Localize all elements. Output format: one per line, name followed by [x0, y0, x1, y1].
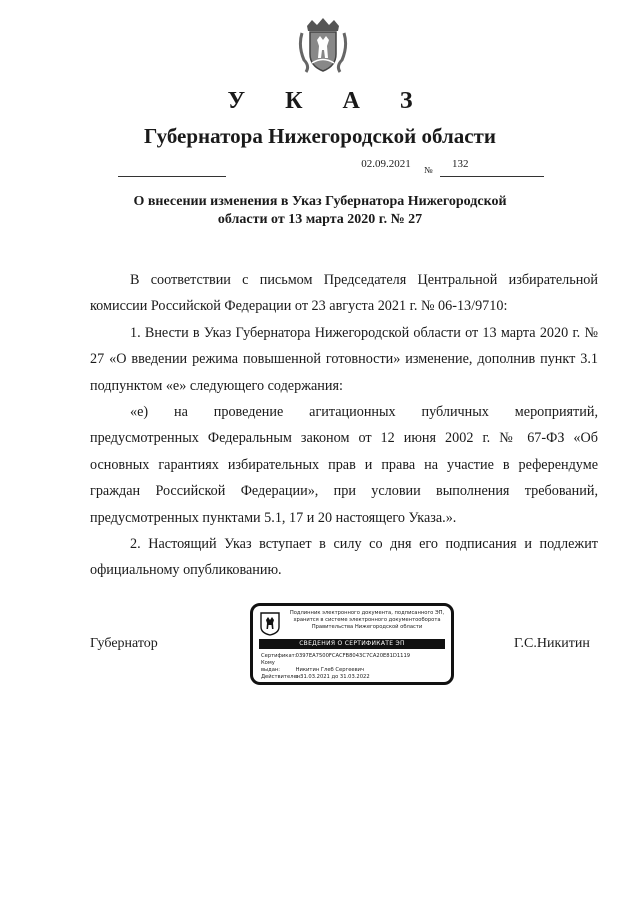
number-label: № — [424, 165, 433, 175]
stamp-header-line-1: Подлинник электронного документа, подписанного ЭП, — [289, 610, 445, 616]
document-subject — [100, 193, 540, 229]
electronic-signature-stamp — [250, 603, 454, 685]
issued-to-row — [261, 660, 447, 674]
document-number: 132 — [452, 158, 469, 170]
issued-to-label: Кому выдан: — [261, 660, 281, 673]
signer-role: Губернатор — [90, 636, 158, 651]
issuer-title: Губернатора Нижегородской области — [144, 124, 496, 148]
coat-of-arms-icon — [298, 16, 348, 74]
subject-line-1: О внесении изменения в Указ Губернатора Нижегородской — [133, 194, 507, 209]
stamp-title-bar: СВЕДЕНИЯ О СЕРТИФИКАТЕ ЭП — [259, 639, 445, 649]
document-number-field — [440, 156, 544, 177]
stamp-header-line-3: Правительства Нижегородской области — [311, 624, 423, 630]
signer-name: Г.С.Никитин — [514, 636, 590, 651]
blank-line — [118, 156, 226, 177]
stamp-certificate-info — [261, 653, 447, 681]
subject-line-2: области от 13 марта 2020 г. № 27 — [217, 212, 423, 227]
paragraph-item-2: 2. Настоящий Указ вступает в силу со дня его подписания и подлежит официальному опубликованию. — [90, 536, 598, 579]
stamp-header-line-2: хранится в системе электронного документооборота — [293, 617, 441, 623]
validity-value: с 31.03.2021 до 31.03.2022 — [295, 674, 370, 680]
paragraph-preamble: В соответствии с письмом Председателя Центральной избирательной комиссии Российской Федерации от 23 августа 2021 г. № 06-13/9710: — [90, 272, 598, 315]
certificate-label: Сертификат: — [261, 653, 297, 659]
issued-to-value: Никитин Глеб Сергеевич — [295, 667, 365, 673]
document-date: 02.09.2021 — [361, 158, 411, 170]
document-body — [90, 267, 598, 584]
validity-label: Действителен: — [261, 674, 302, 680]
paragraph-quoted-subitem: «е) на проведение агитационных публичных мероприятий, предусмотренных Федеральным законом от 12 июня 2002 г. № 67-ФЗ «Об основных гарантиях избирательных прав и права на участие в референдуме граждан Российской Федерации», при условии выполнения требований, предусмотренных пунктами 5.1, 17 и 20 настоящего Указа.». — [90, 404, 598, 526]
certificate-row — [261, 653, 447, 660]
stamp-header — [285, 610, 449, 631]
deer-emblem-icon — [260, 612, 280, 636]
validity-row — [261, 674, 447, 681]
certificate-value: 0397EA7500FCACFB8043C7CA20E81D1119 — [295, 653, 411, 659]
document-type-title: У К А З — [227, 88, 430, 114]
paragraph-item-1: 1. Внести в Указ Губернатора Нижегородской области от 13 марта 2020 г. № 27 «О введении режима повышенной готовности» изменение, дополнив пункт 3.1 подпунктом «е» следующего содержания: — [90, 324, 598, 394]
